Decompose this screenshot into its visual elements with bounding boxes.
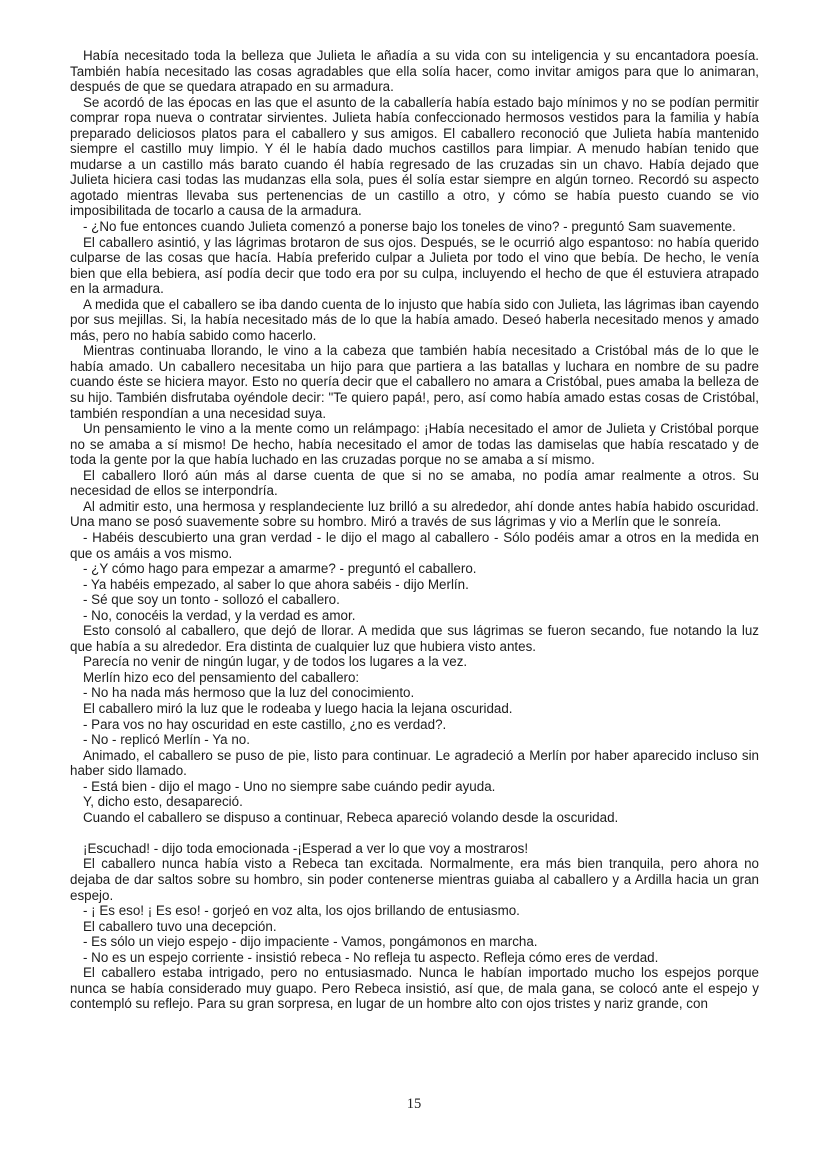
paragraph: El caballero tuvo una decepción. [83, 918, 277, 934]
paragraph: - ¿Y cómo hago para empezar a amarme? - preguntó el caballero. [83, 561, 477, 577]
page-body [70, 48, 759, 1012]
paragraph: Parecía no venir de ningún lugar, y de todos los lugares a la vez. [83, 654, 468, 670]
paragraph: - Sé que soy un tonto - sollozó el caballero. [83, 592, 340, 608]
paragraph: - Habéis descubierto una gran verdad - le dijo el mago al caballero - Sólo podéis amar a otros en la medida en que os amáis a vos mismo. [70, 529, 759, 561]
paragraph: Había necesitado toda la belleza que Julieta le añadía a su vida con su inteligencia y su encantadora poesía. También había necesitado las cosas agradables que ella solía hacer, como invitar amigos para que lo animaran, después de que se quedara atrapado en su armadura. [70, 48, 759, 95]
paragraph: El caballero nunca había visto a Rebeca tan excitada. Normalmente, era más bien tranquila, pero ahora no dejaba de dar saltos sobre su hombro, sin poder contenerse mientras guiaba al caballero y a Ardilla hacia un gran espejo. [70, 856, 759, 903]
paragraph: Y, dicho esto, desapareció. [83, 794, 243, 810]
paragraph: - No es un espejo corriente - insistió rebeca - No refleja tu aspecto. Refleja cómo eres de verdad. [83, 949, 659, 965]
paragraph: Un pensamiento le vino a la mente como un relámpago: ¡Había necesitado el amor de Julieta y Cristóbal porque no se amaba a sí mismo! De hecho, había necesitado el amor de todas las damiselas que había rescatado y de toda la gente por la que había luchado en las cruzadas porque no se amaba a sí mismo. [70, 421, 759, 468]
paragraph: Mientras continuaba llorando, le vino a la cabeza que también había necesitado a Cristóbal más de lo que le había amado. Un caballero necesitaba un hijo para que partiera a las batallas y luchara en nombre de su padre cuando éste se hiciera mayor. Esto no quería decir que el caballero no amara a Cristóbal, pues amaba la belleza de su hijo. También disfrutaba oyéndole decir: "Te quiero papá!, pero, así como había amado estas cosas de Cristóbal, también respondían a una necesidad suya. [70, 343, 759, 421]
paragraph: - Es sólo un viejo espejo - dijo impaciente - Vamos, pongámonos en marcha. [83, 934, 538, 950]
paragraph: ¡Escuchad! - dijo toda emocionada -¡Esperad a ver lo que voy a mostraros! [83, 840, 529, 856]
paragraph: - Está bien - dijo el mago - Uno no siempre sabe cuándo pedir ayuda. [83, 778, 496, 794]
paragraph: Esto consoló al caballero, que dejó de llorar. A medida que sus lágrimas se fueron secando, fue notando la luz que había a su alrededor. Era distinta de cualquier luz que hubiera visto antes. [70, 623, 759, 654]
paragraph: - ¡ Es eso! ¡ Es eso! - gorjeó en voz alta, los ojos brillando de entusiasmo. [83, 903, 520, 919]
paragraph: - No, conocéis la verdad, y la verdad es amor. [83, 607, 356, 623]
paragraph: Merlín hizo eco del pensamiento del caballero: [83, 669, 360, 685]
paragraph: Se acordó de las épocas en las que el asunto de la caballería había estado bajo mínimos y no se podían permitir comprar ropa nueva o contratar sirvientes. Julieta había confeccionado hermosos vestidos para la familia y había preparado deliciosos platos para el caballero y sus amigos. El caballero reconoció que Julieta había mantenido siempre el castillo muy limpio. Y él le había dado muchos castillos para limpiar. A menudo habían tenido que mudarse a un castillo más barato cuando él había regresado de las cruzadas sin un chavo. Había dejado que Julieta hiciera casi todas las mudanzas ella sola, pues él solía estar siempre en algún torneo. Recordó su aspecto agotado mientras llevaba sus pertenencias de un castillo a otro, y cómo se había puesto cuando se vio imposibilitada de tocarlo a causa de la armadura. [70, 94, 759, 219]
page-number: 15 [406, 1096, 422, 1112]
paragraph: - Para vos no hay oscuridad en este castillo, ¿no es verdad?. [83, 716, 447, 732]
paragraph: El caballero asintió, y las lágrimas brotaron de sus ojos. Después, se le ocurrió algo espantoso: no había querido culparse de las cosas que hacía. Había preferido culpar a Julieta por todo el vino que bebía. De hecho, le venía bien que ella bebiera, así podía decir que todo era por su culpa, incluyendo el hecho de que él estuviera atrapado en la armadura. [70, 234, 759, 297]
paragraph: - Ya habéis empezado, al saber lo que ahora sabéis - dijo Merlín. [83, 576, 469, 592]
paragraph: Al admitir esto, una hermosa y resplandeciente luz brilló a su alrededor, ahí donde antes había habido oscuridad. Una mano se posó suavemente sobre su hombro. Miró a través de sus lágrimas y vio a Merlín que le sonreía. [70, 498, 759, 530]
paragraph: Cuando el caballero se dispuso a continuar, Rebeca apareció volando desde la oscuridad. [83, 809, 619, 825]
paragraph: - No - replicó Merlín - Ya no. [83, 732, 250, 748]
paragraph: El caballero lloró aún más al darse cuenta de que si no se amaba, no podía amar realmente a otros. Su necesidad de ellos se interpondría. [70, 467, 759, 499]
paragraph: El caballero estaba intrigado, pero no entusiasmado. Nunca le habían importado mucho los espejos porque nunca se había considerado muy guapo. Pero Rebeca insistió, así que, de mala gana, se colocó ante el espejo y contempló su reflejo. Para su gran sorpresa, en lugar de un hombre alto con ojos tristes y nariz grande, con [70, 965, 759, 1012]
paragraph: A medida que el caballero se iba dando cuenta de lo injusto que había sido con Julieta, las lágrimas iban cayendo por sus mejillas. Si, la había necesitado más de lo que la había amado. Deseó haberla necesitado menos y amado más, pero no había sabido como hacerlo. [70, 296, 759, 343]
paragraph: El caballero miró la luz que le rodeaba y luego hacia la lejana oscuridad. [83, 700, 513, 716]
paragraph: - No ha nada más hermoso que la luz del conocimiento. [83, 685, 415, 701]
paragraph: Animado, el caballero se puso de pie, listo para continuar. Le agradeció a Merlín por haber aparecido incluso sin haber sido llamado. [70, 747, 759, 779]
paragraph: - ¿No fue entonces cuando Julieta comenzó a ponerse bajo los toneles de vino? - preguntó Sam suavemente. [83, 219, 736, 235]
